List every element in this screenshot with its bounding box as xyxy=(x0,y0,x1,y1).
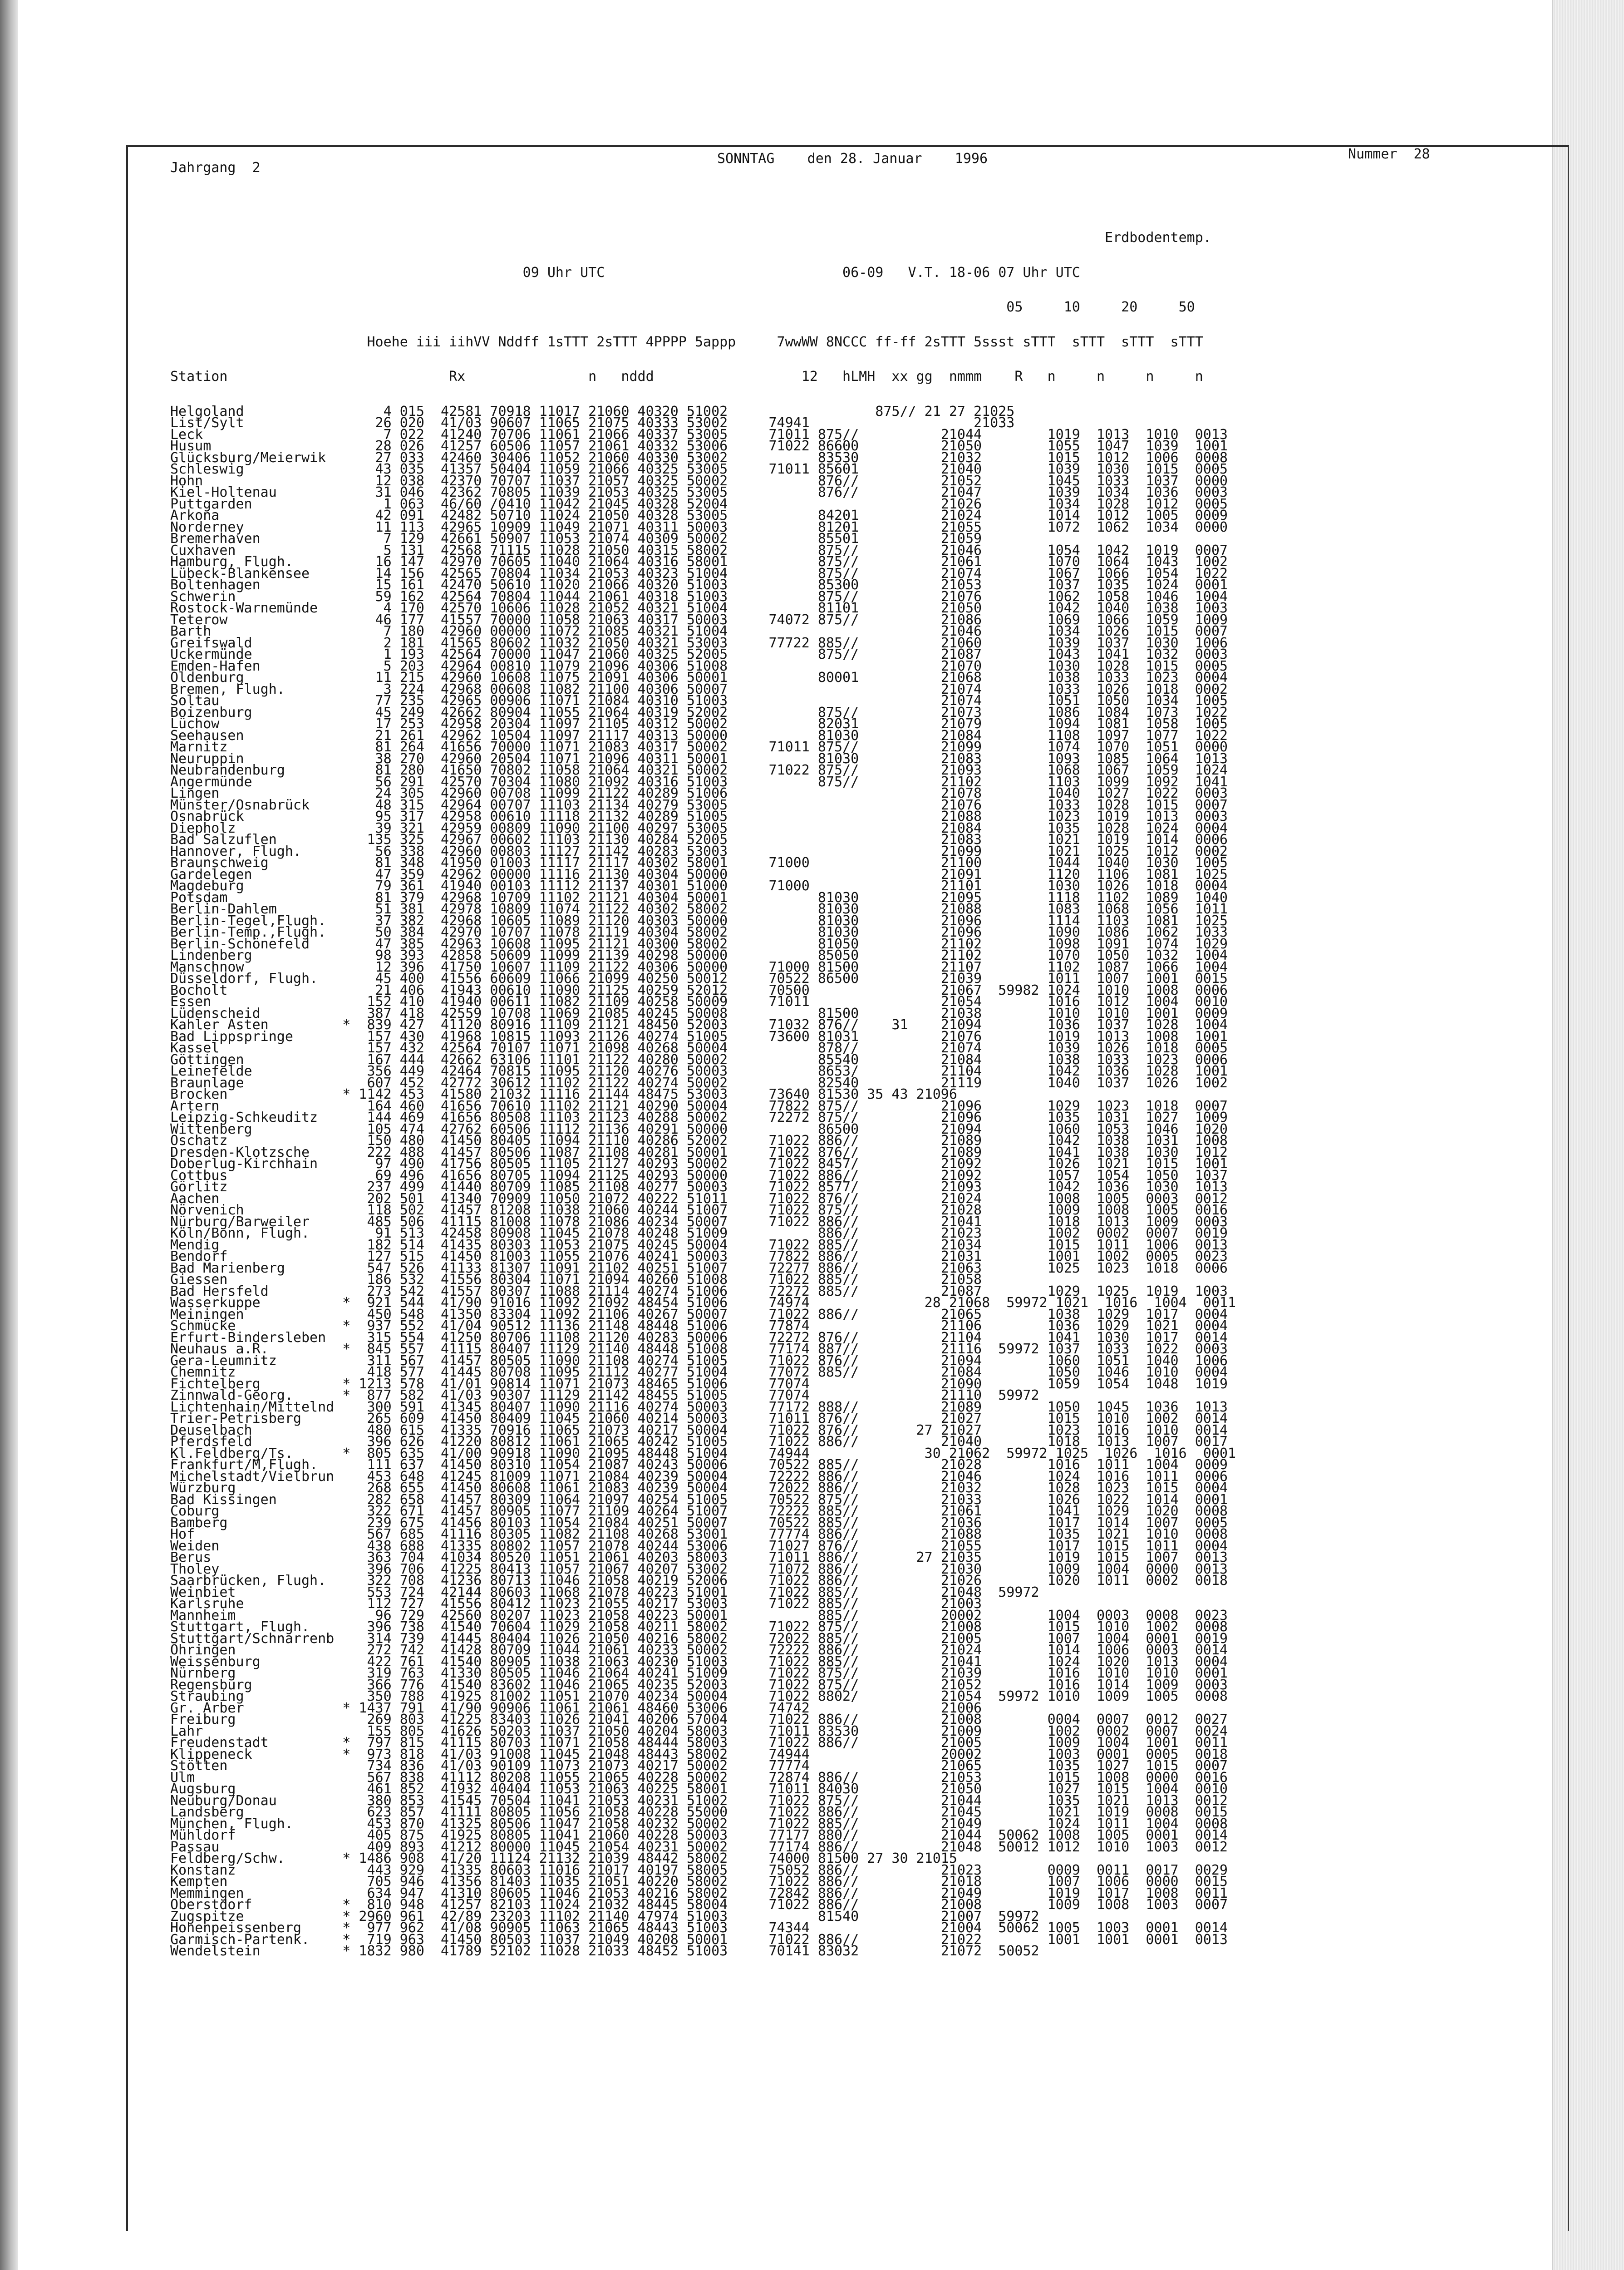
station-name: Dresden-Klotzsche xyxy=(170,1144,351,1160)
station-values: 1486 908 41/20 11124 21132 21039 48442 58002 74000 81500 27 30 21015 xyxy=(350,1851,957,1866)
station-values: 1142 453 41580 21032 11116 21144 48475 53003 73640 81530 35 43 21096 xyxy=(350,1086,957,1102)
station-name: Bremen, Flugh. xyxy=(170,681,351,697)
station-name: Öhringen xyxy=(170,1642,351,1658)
station-values: 3 224 42968 00608 11082 21100 40306 50007 21074 1033 1026 1018 0002 xyxy=(350,681,1228,697)
station-values: 4 170 42570 10606 11028 21052 40321 51004 81101 21050 1042 1040 1038 1003 xyxy=(350,600,1228,616)
station-name: Doberlug-Kirchhain xyxy=(170,1156,351,1172)
station-values: 366 776 41540 83602 11046 21065 40235 52003 71022 875// 21052 1016 1014 1009 0003 xyxy=(350,1677,1228,1693)
station-values: 607 452 42772 30612 11102 21122 40274 50002 82540 21119 1040 1037 1026 1002 xyxy=(350,1075,1228,1091)
station-values: 157 430 41968 10815 11093 21126 40274 51005 73600 81031 21076 1019 1013 1008 1001 xyxy=(350,1028,1228,1045)
station-name: Hannover, Flugh. xyxy=(170,843,351,859)
station-values: 845 557 41115 80407 11129 21140 48448 51008 77174 887// 21116 59972 1037 1033 1022 0003 xyxy=(350,1341,1228,1357)
station-values: 453 870 41325 80506 11047 21058 40232 50002 71022 885// 21049 1024 1011 1004 0008 xyxy=(350,1816,1228,1832)
station-values: 95 317 42958 00610 11118 21132 40289 51005 21088 1023 1019 1013 0003 xyxy=(350,809,1228,824)
station-values: 405 875 41925 80805 11041 21060 40228 50003 77177 880// 21044 50062 1008 1005 0001 0014 xyxy=(350,1827,1228,1843)
station-name: Ulm xyxy=(170,1769,351,1786)
station-name: Freudenstadt * xyxy=(170,1735,351,1751)
station-values: 5 203 42964 00810 11079 21096 40306 51008 21070 1030 1028 1015 0005 xyxy=(350,658,1228,674)
station-name: Köln/Bonn, Flugh. xyxy=(170,1225,351,1241)
station-values: 21 261 42962 10504 11097 21117 40313 50000 81030 21084 1108 1097 1077 1022 xyxy=(350,727,1228,744)
station-values: 155 805 41626 50203 11037 21050 40204 58003 71011 83530 21009 1002 0002 0007 0024 xyxy=(350,1723,1228,1739)
station-values: 21 406 41943 00610 11090 21125 40259 52012 70500 21067 59982 1024 1010 1008 0006 xyxy=(350,982,1228,998)
station-values: 937 552 41/04 90512 11136 21148 48448 51006 77874 21106 1036 1029 1021 0004 xyxy=(350,1318,1228,1334)
station-values: 27 033 42460 30406 11052 21060 40330 53002 83530 21032 1015 1012 1006 0008 xyxy=(350,449,1228,466)
station-values: 164 460 41656 70610 11102 21121 40290 50004 77822 875// 21096 1029 1023 1018 0007 xyxy=(350,1098,1228,1114)
station-values: 135 325 42967 00602 11103 21130 40284 52005 21083 1021 1019 1014 0006 xyxy=(350,832,1228,848)
station-name: Saarbrücken, Flugh. xyxy=(170,1573,351,1589)
station-values: 118 502 41457 81208 11038 21060 40244 51007 71022 875// 21028 1009 1008 1005 0016 xyxy=(350,1202,1228,1218)
station-values: 1213 578 41/01 90814 11071 21073 48465 51006 77074 21090 1059 1054 1048 1019 xyxy=(350,1376,1228,1392)
station-name: Lingen xyxy=(170,785,351,801)
station-values: 805 635 41/00 90918 11090 21095 48448 51004 74944 30 21062 59972 1025 1026 1016 0001 xyxy=(350,1445,1236,1461)
station-values: 734 836 41/03 90109 11073 21073 40217 50002 77774 21065 1035 1027 1015 0007 xyxy=(350,1758,1228,1774)
station-values: 37 382 42968 10605 11089 21120 40303 50000 81030 21096 1114 1103 1081 1025 xyxy=(350,913,1228,929)
station-name: Trier-Petrisberg xyxy=(170,1411,351,1426)
station-name: Lahr xyxy=(170,1723,351,1739)
station-name: Manschnow xyxy=(170,959,351,975)
station-name: Chemnitz xyxy=(170,1364,351,1380)
station-name: Berlin-Tegel,Flugh. xyxy=(170,913,351,929)
station-values: 272 742 41428 80709 11044 21061 40233 50002 72222 886// 21024 1014 1006 0003 0014 xyxy=(350,1642,1228,1658)
station-name: Leipzig-Schkeuditz xyxy=(170,1110,351,1125)
station-values: 39 321 42959 00809 11090 21100 40297 53005 21084 1035 1028 1024 0004 xyxy=(350,820,1228,836)
station-name: Lindenberg xyxy=(170,947,351,963)
station-name: Bocholt xyxy=(170,982,351,998)
station-values: 396 738 41540 70604 11029 21058 40211 58002 71022 875// 21008 1015 1010 1002 0008 xyxy=(350,1619,1228,1635)
station-name: Neubrandenburg xyxy=(170,762,351,778)
station-name: Weinbiet xyxy=(170,1584,351,1600)
column-header-line-4: Hoehe iii iihVV Nddff 1sTTT 2sTTT 4PPPP 5appp 7wwWW 8NCCC ff-ff 2sTTT 5ssst sTTT sTTT sTTT sTTT xyxy=(170,334,1203,350)
station-values: 705 946 41356 81403 11035 21051 40220 58002 71022 886// 21018 1007 1006 0000 0015 xyxy=(350,1874,1228,1890)
station-name: Nürburg/Barweiler xyxy=(170,1214,351,1230)
station-values: 547 526 41133 81307 11091 21102 40251 51007 72277 886// 21063 1025 1023 1018 0006 xyxy=(350,1260,1228,1276)
station-name: Tholey xyxy=(170,1561,351,1577)
station-name: Kempten xyxy=(170,1874,351,1890)
station-values: 91 513 42458 80908 11045 21078 40248 51009 886// 21023 1002 0002 0007 0019 xyxy=(350,1225,1228,1241)
station-name: Oberstdorf * xyxy=(170,1897,351,1913)
station-name: Schmücke * xyxy=(170,1318,351,1334)
station-name: Garmisch-Partenk. * xyxy=(170,1931,351,1948)
station-values: 11 113 42965 10909 11049 21071 40311 50003 81201 21055 1072 1062 1034 0000 xyxy=(350,519,1228,535)
station-values: 1 193 42564 70000 11047 21060 40325 52005 875// 21087 1043 1041 1032 0003 xyxy=(350,646,1228,662)
station-name: Gr. Arber * xyxy=(170,1700,351,1716)
station-name: Mannheim xyxy=(170,1607,351,1624)
station-values: 315 554 41250 80706 11108 21120 40283 50006 72272 876// 21104 1041 1030 1017 0014 xyxy=(350,1329,1228,1346)
station-values: 921 544 41/90 91016 11092 21092 48454 51006 74974 28 21068 59972 1021 1016 1004 0011 xyxy=(350,1295,1236,1311)
station-name: Freiburg xyxy=(170,1712,351,1727)
station-name: Artern xyxy=(170,1098,351,1114)
station-values: 42 091 42482 50710 11024 21050 40328 53005 84201 21024 1014 1012 1005 0009 xyxy=(350,508,1228,523)
station-name: Marnitz xyxy=(170,739,351,755)
station-name: Potsdam xyxy=(170,889,351,906)
station-name: Leck xyxy=(170,426,351,443)
station-name: Oldenburg xyxy=(170,670,351,686)
station-values: 363 704 41034 80520 11051 21061 40203 58003 71011 886// 27 21035 1019 1015 1007 0013 xyxy=(350,1550,1228,1565)
station-values: 144 469 41656 80508 11103 21123 40288 50002 72272 875// 21096 1035 1031 1027 1009 xyxy=(350,1110,1228,1125)
weather-table xyxy=(170,209,1236,1969)
station-name: Pferdsfeld xyxy=(170,1434,351,1450)
column-header-line-3: 05 10 20 50 xyxy=(170,299,1195,315)
station-values: 719 963 41450 80503 11037 21049 40208 50001 71022 886// 21022 1001 1001 0001 0013 xyxy=(350,1931,1228,1948)
station-name: Mendig xyxy=(170,1237,351,1253)
station-name: Bendorf xyxy=(170,1248,351,1264)
station-name: Memmingen xyxy=(170,1885,351,1901)
station-values: 1437 791 41/90 90906 11061 21061 48460 53006 74742 21006 xyxy=(350,1700,982,1716)
station-name: Magdeburg xyxy=(170,878,351,894)
station-values: 265 609 41450 80409 11045 21060 40214 50003 71011 876// 21027 1015 1010 1002 0014 xyxy=(350,1411,1228,1426)
station-name: Berlin-Dahlem xyxy=(170,901,351,917)
station-name: Augsburg xyxy=(170,1781,351,1797)
station-values: 186 532 41556 80304 11071 21094 40260 51008 71022 885// 21058 xyxy=(350,1272,982,1288)
station-name: Rostock-Warnemünde xyxy=(170,600,351,616)
station-name: Giessen xyxy=(170,1272,351,1288)
station-name: Gera-Leumnitz xyxy=(170,1352,351,1369)
station-values: 105 474 42762 60506 11112 21136 40291 50000 86500 21094 1060 1053 1046 1020 xyxy=(350,1121,1228,1137)
station-name: Schleswig xyxy=(170,461,351,477)
station-name: Fichtelberg * xyxy=(170,1376,351,1392)
station-values: 45 400 41556 60609 11066 21099 40250 50012 70522 86500 21039 1011 1007 1001 0015 xyxy=(350,971,1228,987)
station-values: 16 147 42970 70605 11040 21064 40316 58001 875// 21061 1070 1064 1043 1002 xyxy=(350,554,1228,570)
station-values: 12 038 42370 70707 11037 21057 40325 50002 876// 21052 1045 1033 1037 0000 xyxy=(350,473,1228,489)
station-values: 47 359 42962 00000 11116 21130 40304 50000 21091 1120 1106 1081 1025 xyxy=(350,866,1228,883)
station-name: Neuruppin xyxy=(170,750,351,767)
station-name: Konstanz xyxy=(170,1862,351,1878)
station-name: Puttgarden xyxy=(170,496,351,512)
station-values: 623 857 41111 80805 11056 21058 40228 55000 71022 886// 21045 1021 1019 0008 0015 xyxy=(350,1804,1228,1820)
station-values: 239 675 41456 80103 11054 21084 40251 50007 70522 885// 21036 1017 1014 1007 0005 xyxy=(350,1515,1228,1531)
station-values: 269 803 41225 83403 11026 21041 40206 57004 71022 886// 21008 0004 0007 0012 0027 xyxy=(350,1712,1228,1727)
station-values: 797 815 41115 80703 11071 21058 48444 58003 71022 886// 21005 1009 1004 1001 0011 xyxy=(350,1735,1228,1751)
station-values: 11 215 42960 10608 11075 21091 40306 50001 80001 21068 1038 1033 1023 0004 xyxy=(350,670,1228,686)
station-values: 112 727 41556 80412 11023 21055 40217 53003 71022 885// 21003 xyxy=(350,1596,982,1612)
station-name: Karlsruhe xyxy=(170,1596,351,1612)
station-name: Erfurt-Bindersleben xyxy=(170,1329,351,1346)
station-values: 1 063 46/60 /0410 11042 21045 40328 52004 21026 1034 1028 1012 0005 xyxy=(350,496,1228,512)
station-name: Husum xyxy=(170,438,351,454)
station-values: 43 035 41357 50404 11059 21066 40325 53005 71011 85601 21040 1039 1030 1015 0005 xyxy=(350,461,1228,477)
station-values: 5 131 42568 71115 11028 21050 40315 58002 875// 21046 1054 1042 1019 0007 xyxy=(350,542,1228,558)
station-values: 810 948 41257 82103 11024 21032 48445 58004 71022 886// 21008 1009 1008 1003 0007 xyxy=(350,1897,1228,1913)
station-name: Weiden xyxy=(170,1538,351,1554)
station-values: 81 379 42968 10709 11102 21121 40304 50001 81030 21095 1118 1102 1089 1040 xyxy=(350,889,1228,906)
station-name: Cottbus xyxy=(170,1167,351,1184)
station-name: Bamberg xyxy=(170,1515,351,1531)
station-name: Schwerin xyxy=(170,588,351,605)
station-values: 273 542 41557 80307 11088 21114 40274 51006 72272 885// 21087 1029 1025 1019 1003 xyxy=(350,1283,1228,1299)
station-values: 28 026 41257 60506 11057 21061 40332 53006 71022 86600 21050 1055 1047 1039 1001 xyxy=(350,438,1228,454)
station-name: Diepholz xyxy=(170,820,351,836)
station-name: Helgoland xyxy=(170,403,351,419)
station-values: 31 046 42362 70805 11039 21053 40325 53005 876// 21047 1039 1034 1036 0003 xyxy=(350,484,1228,500)
station-values: 485 506 41115 81008 11078 21086 40234 50007 71022 886// 21041 1018 1013 1009 0003 xyxy=(350,1214,1228,1230)
station-name: Wendelstein * xyxy=(170,1943,351,1959)
station-values: 47 385 42963 10608 11095 21121 40300 58002 81050 21102 1098 1091 1074 1029 xyxy=(350,936,1228,952)
station-name: Norderney xyxy=(170,519,351,535)
station-values: 98 393 42858 50609 11099 21139 40298 50000 85050 21102 1070 1050 1032 1004 xyxy=(350,947,1228,963)
issue-number: Nummer 28 xyxy=(1348,146,1430,162)
station-values: 282 658 41457 80309 11064 21097 40254 51005 70522 875// 21033 1026 1022 1014 0001 xyxy=(350,1491,1228,1508)
station-name: Hof xyxy=(170,1526,351,1542)
station-name: Emden-Hafen xyxy=(170,658,351,674)
station-name: Kl.Feldberg/Ts. * xyxy=(170,1445,351,1461)
station-values: 4 015 42581 70918 11017 21060 40320 51002 875// 21 27 21025 xyxy=(350,403,1015,419)
station-name: Braunlage xyxy=(170,1075,351,1091)
station-name: Meiningen xyxy=(170,1306,351,1323)
station-values: 15 161 42470 50610 11020 21066 40320 51003 85300 21053 1037 1035 1024 0001 xyxy=(350,577,1228,593)
station-name: München, Flugh. xyxy=(170,1816,351,1832)
station-name: Hohn xyxy=(170,473,351,489)
station-name: Stötten xyxy=(170,1758,351,1774)
station-name: Bad Salzuflen xyxy=(170,832,351,848)
station-values: 38 270 42960 20504 11071 21096 40311 50001 81030 21083 1093 1085 1064 1013 xyxy=(350,750,1228,767)
station-values: 26 020 41/03 90607 11065 21075 40333 53002 74941 21033 xyxy=(350,415,1015,431)
station-values: 480 615 41335 70916 11065 21073 40217 50004 71022 876// 27 21027 1023 1016 1010 0014 xyxy=(350,1422,1228,1438)
station-values: 1832 980 41789 52102 11028 21033 48452 51003 70141 83032 21072 50052 xyxy=(350,1943,1039,1959)
station-values: 7 129 42661 50907 11053 21074 40309 50002 85501 21059 xyxy=(350,531,982,547)
station-name: Weissenburg xyxy=(170,1653,351,1670)
station-name: Görlitz xyxy=(170,1179,351,1195)
station-values: 877 582 41/03 90307 11129 21142 48455 51005 77074 21110 59972 xyxy=(350,1387,1039,1403)
station-values: 322 671 41457 80905 11077 21109 40264 51007 72222 885// 21061 1041 1029 1020 0008 xyxy=(350,1503,1228,1519)
station-name: Deuselbach xyxy=(170,1422,351,1438)
station-name: Bad Hersfeld xyxy=(170,1283,351,1299)
station-values: 81 264 41656 70000 11071 21083 40317 50002 71011 875// 21099 1074 1070 1051 0000 xyxy=(350,739,1228,755)
station-name: Stuttgart/Schnarrenb xyxy=(170,1630,351,1647)
station-values: 48 315 42964 00707 11103 21134 40279 53005 21076 1033 1028 1015 0007 xyxy=(350,797,1228,813)
station-values: 450 548 41350 83304 11092 21106 40267 50007 71022 886// 21065 1038 1029 1017 0004 xyxy=(350,1306,1228,1323)
station-values: 567 838 41112 80208 11055 21065 40228 50002 72874 886// 21053 1015 1008 0000 0016 xyxy=(350,1769,1228,1786)
station-values: 56 291 42570 70304 11080 21092 40316 51003 875// 21102 1103 1099 1092 1041 xyxy=(350,774,1228,790)
station-values: 553 724 42144 80603 11068 21078 40223 51001 71022 885// 21048 59972 xyxy=(350,1584,1039,1600)
station-values: 182 514 41435 80303 11053 21075 40245 50004 71022 885// 21034 1015 1011 1006 0013 xyxy=(350,1237,1228,1253)
station-name: Wasserkuppe * xyxy=(170,1295,351,1311)
station-name: Essen xyxy=(170,994,351,1010)
dateline: SONNTAG den 28. Januar 1996 xyxy=(717,151,988,167)
station-name: Angermünde xyxy=(170,774,351,790)
station-values: 567 685 41116 80305 11082 21108 40268 53001 77774 886// 21088 1035 1021 1010 0008 xyxy=(350,1526,1228,1542)
station-name: Brocken * xyxy=(170,1086,351,1102)
station-values: 634 947 41310 80605 11046 21053 40216 58002 72842 886// 21049 1019 1017 1008 0011 xyxy=(350,1885,1228,1901)
station-values: 202 501 41340 70909 11050 21072 40222 51011 71022 876// 21024 1008 1005 0003 0012 xyxy=(350,1190,1228,1207)
station-values: 222 488 41457 80506 11087 21108 40281 50001 71022 876// 21089 1041 1038 1030 1012 xyxy=(350,1144,1228,1160)
station-name: Würzburg xyxy=(170,1480,351,1496)
station-name: Feldberg/Schw. * xyxy=(170,1851,351,1866)
station-name: List/Sylt xyxy=(170,415,351,431)
station-values: 167 444 42662 63106 11101 21122 40280 50002 85540 21084 1038 1033 1023 0006 xyxy=(350,1051,1228,1068)
station-name: Regensburg xyxy=(170,1677,351,1693)
station-name: Neuburg/Donau xyxy=(170,1792,351,1809)
station-name: Barth xyxy=(170,623,351,639)
station-values: 51 381 42978 10809 11074 21122 40302 58002 81030 21088 1083 1068 1056 1011 xyxy=(350,901,1228,917)
station-name: Bad Kissingen xyxy=(170,1491,351,1508)
station-name: Oschatz xyxy=(170,1133,351,1149)
station-name: Kiel-Holtenau xyxy=(170,484,351,500)
station-values: 46 177 41557 70000 11058 21063 40317 50003 74072 875// 21086 1069 1066 1059 1009 xyxy=(350,612,1228,628)
station-name: Cuxhaven xyxy=(170,542,351,558)
station-name: Zinnwald-Georg. * xyxy=(170,1387,351,1403)
station-name: Nürnberg xyxy=(170,1665,351,1681)
station-values: 17 253 42958 20304 11097 21105 40312 50002 82031 21079 1094 1081 1058 1005 xyxy=(350,716,1228,732)
station-name: Ückermünde xyxy=(170,646,351,662)
station-values: 438 688 41335 80802 11057 21078 40244 53006 71027 876// 21055 1017 1015 1011 0004 xyxy=(350,1538,1228,1554)
station-name: Stuttgart, Flugh. xyxy=(170,1619,351,1635)
station-values: 977 962 41/08 90905 11063 21065 48443 51003 74344 21004 50062 1005 1003 0001 0014 xyxy=(350,1920,1228,1936)
station-name: Lüdenscheid xyxy=(170,1005,351,1022)
station-values: 839 427 41120 80916 11109 21121 48450 52003 71032 876// 31 21094 1036 1037 1028 1004 xyxy=(350,1017,1228,1033)
station-values: 77 235 42965 00906 11071 21084 40310 51003 21074 1051 1050 1034 1005 xyxy=(350,693,1228,709)
station-name: Greifswald xyxy=(170,635,351,651)
station-values: 24 305 42960 00708 11099 21122 40289 51006 21078 1040 1027 1022 0003 xyxy=(350,785,1228,801)
station-name: Bad Marienberg xyxy=(170,1260,351,1276)
station-values: 356 449 42464 70815 11095 21120 40276 50003 8653/ 21104 1042 1036 1028 1001 xyxy=(350,1063,1228,1079)
station-name: Coburg xyxy=(170,1503,351,1519)
station-name: Wittenberg xyxy=(170,1121,351,1137)
station-values: 443 929 41335 80603 11016 21017 40197 58005 75052 886// 21023 0009 0011 0017 0029 xyxy=(350,1862,1228,1878)
column-header-line-1: Erdbodentemp. xyxy=(170,230,1211,246)
station-values: 96 729 42560 80207 11023 21058 40223 50001 885// 20002 1004 0003 0008 0023 xyxy=(350,1607,1228,1624)
station-name: Neuhaus a.R. * xyxy=(170,1341,351,1357)
station-values: 97 490 41756 80505 11105 21127 40293 50002 71022 8457/ 21092 1026 1021 1015 1001 xyxy=(350,1156,1228,1172)
station-name: Boizenburg xyxy=(170,704,351,720)
station-name: Berlin-Schönefeld xyxy=(170,936,351,952)
station-values: 79 361 41940 00103 11112 21137 40301 51000 71000 21101 1030 1026 1018 0004 xyxy=(350,878,1228,894)
station-name: Mühldorf xyxy=(170,1827,351,1843)
station-name: Straubing xyxy=(170,1688,351,1704)
station-values: 268 655 41450 80608 11061 21083 40239 50004 72022 886// 21032 1028 1023 1015 0004 xyxy=(350,1480,1228,1496)
station-values: 7 180 42960 00000 11072 21085 40321 51004 21046 1034 1026 1015 0007 xyxy=(350,623,1228,639)
station-values: 409 893 41212 80000 11045 21054 40231 50002 77174 886// 21048 50012 1012 1010 1003 0012 xyxy=(350,1839,1228,1855)
station-name: Boltenhagen xyxy=(170,577,351,593)
station-values: 150 480 41450 80405 11094 21110 40286 52002 71022 886// 21089 1042 1038 1031 1008 xyxy=(350,1133,1228,1149)
station-values: 14 156 42565 70804 11034 21053 40323 51004 875// 21074 1067 1066 1054 1022 xyxy=(350,565,1228,582)
station-values: 59 162 42564 70804 11044 21061 40318 51003 875// 21076 1062 1058 1046 1004 xyxy=(350,588,1228,605)
station-name: Bad Lippspringe xyxy=(170,1028,351,1045)
station-values: 422 761 41540 80905 11038 21063 40230 51003 71022 885// 21041 1024 1020 1013 0004 xyxy=(350,1653,1228,1670)
station-name: Münster/Osnabrück xyxy=(170,797,351,813)
station-name: Aachen xyxy=(170,1190,351,1207)
station-values: 81 348 41950 01003 11117 21117 40302 58001 71000 21100 1044 1040 1030 1005 xyxy=(350,855,1228,871)
station-values: 111 637 41450 80310 11054 21087 40243 50006 70522 885// 21028 1016 1011 1004 0009 xyxy=(350,1457,1228,1473)
station-values: 152 410 41940 00611 11082 21109 40258 50009 71011 21054 1016 1012 1004 0010 xyxy=(350,994,1228,1010)
station-values: 322 708 41236 80713 11046 21058 40219 52006 71022 886// 21026 1020 1011 0002 0018 xyxy=(350,1573,1228,1589)
station-values: 2960 961 42/89 23203 11102 21140 47974 51003 81540 21007 59972 xyxy=(350,1908,1039,1925)
column-header-line-2: 09 Uhr UTC 06-09 V.T. 18-06 07 Uhr UTC xyxy=(170,264,1080,281)
station-values: 453 648 41245 81009 11071 21084 40239 50004 72222 886// 21046 1024 1016 1011 0006 xyxy=(350,1468,1228,1485)
station-name: Teterow xyxy=(170,612,351,628)
station-values: 300 591 41345 80407 11090 21116 40274 50003 77172 888// 21089 1050 1045 1036 1013 xyxy=(350,1399,1228,1415)
station-values: 45 249 42662 80904 11055 21064 40319 52002 875// 21073 1086 1084 1073 1022 xyxy=(350,704,1228,720)
station-values: 319 763 41330 80505 11046 21064 40241 51009 71022 875// 21039 1016 1010 1010 0001 xyxy=(350,1665,1228,1681)
station-name: Lichtenhain/Mittelnd xyxy=(170,1399,351,1415)
station-values: 380 853 41545 70504 11041 21053 40231 51002 71022 875// 21044 1035 1021 1013 0012 xyxy=(350,1792,1228,1809)
station-values: 396 626 41220 80812 11061 21065 40242 51005 71022 886// 21040 1018 1013 1007 0017 xyxy=(350,1434,1228,1450)
station-rows xyxy=(170,403,1236,1959)
station-values: 311 567 41457 80505 11090 21108 40274 51005 71022 876// 21094 1060 1051 1040 1006 xyxy=(350,1352,1228,1369)
station-values: 350 788 41925 81002 11051 21070 40234 50004 71022 8802/ 21054 59972 1010 1009 1005 0008 xyxy=(350,1688,1228,1704)
station-values: 973 818 41/03 91008 11045 21048 48443 58002 74944 20002 1003 0001 0005 0018 xyxy=(350,1746,1228,1762)
station-name: Lübeck-Blankensee xyxy=(170,565,351,582)
station-name: Hohenpeissenberg * xyxy=(170,1920,351,1936)
station-name: Zugspitze * xyxy=(170,1908,351,1925)
station-values: 7 022 41240 70706 11061 21066 40337 53005 71011 875// 21044 1019 1013 1010 0013 xyxy=(350,426,1228,443)
station-name: Passau xyxy=(170,1839,351,1855)
station-name: Kassel xyxy=(170,1040,351,1056)
station-name: Hamburg, Flugh. xyxy=(170,554,351,570)
station-name: Berlin-Temp.,Flugh. xyxy=(170,924,351,940)
station-values: 81 280 41650 70802 11058 21064 40321 50002 71022 875// 21093 1068 1067 1059 1024 xyxy=(350,762,1228,778)
station-values: 127 515 41450 81003 11055 21076 40241 50003 77822 886// 21031 1001 1002 0005 0023 xyxy=(350,1248,1228,1264)
station-name: Landsberg xyxy=(170,1804,351,1820)
station-values: 50 384 42970 10707 11078 21119 40304 58002 81030 21096 1090 1086 1062 1033 xyxy=(350,924,1228,940)
station-name: Berus xyxy=(170,1550,351,1565)
station-name: Seehausen xyxy=(170,727,351,744)
station-name: Glücksburg/Meierwik xyxy=(170,449,351,466)
station-values: 387 418 42559 10708 11069 21085 40245 50008 81500 21038 1010 1010 1001 0009 xyxy=(350,1005,1228,1022)
station-name: Frankfurt/M,Flugh. xyxy=(170,1457,351,1473)
station-values: 12 396 41750 10607 11109 21122 40306 50000 71000 81500 21107 1102 1087 1066 1004 xyxy=(350,959,1228,975)
station-values: 237 499 41440 80709 11085 21108 40277 50003 71022 8577/ 21093 1042 1036 1030 1013 xyxy=(350,1179,1228,1195)
station-name: Düsseldorf, Flugh. xyxy=(170,971,351,987)
column-header-line-5: Station Rx n nddd 12 hLMH xx gg nmmm R n n n n xyxy=(170,369,1203,385)
station-name: Leinefelde xyxy=(170,1063,351,1079)
station-name: Bremerhaven xyxy=(170,531,351,547)
station-values: 69 496 41656 80705 11094 21125 40293 50000 71022 886// 21092 1057 1054 1050 1037 xyxy=(350,1167,1228,1184)
station-name: Braunschweig xyxy=(170,855,351,871)
station-values: 56 338 42960 00803 11127 21142 40283 53003 21099 1021 1025 1012 0002 xyxy=(350,843,1228,859)
station-name: Gardelegen xyxy=(170,866,351,883)
station-name: Göttingen xyxy=(170,1051,351,1068)
station-name: Lüchow xyxy=(170,716,351,732)
station-name: Osnabrück xyxy=(170,809,351,824)
station-name: Klippeneck * xyxy=(170,1746,351,1762)
book-binding-shadow xyxy=(0,0,18,2270)
station-name: Soltau xyxy=(170,693,351,709)
station-name: Nörvenich xyxy=(170,1202,351,1218)
volume-label: Jahrgang 2 xyxy=(170,160,261,176)
station-name: Michelstadt/Vielbrun xyxy=(170,1468,351,1485)
station-values: 396 706 41225 80413 11057 21067 40207 53002 71072 886// 21030 1009 1004 0000 0013 xyxy=(350,1561,1228,1577)
station-values: 418 577 41445 80708 11095 21112 40277 51004 77072 885// 21084 1050 1046 1010 0004 xyxy=(350,1364,1228,1380)
station-name: Arkona xyxy=(170,508,351,523)
station-name: Kahler Asten * xyxy=(170,1017,351,1033)
station-values: 157 432 42564 70107 11071 21098 40268 50004 878// 21074 1039 1026 1018 0005 xyxy=(350,1040,1228,1056)
station-values: 314 739 41445 80404 11026 21050 40216 58002 72022 885// 21005 1007 1004 0001 0019 xyxy=(350,1630,1228,1647)
station-values: 461 852 41932 40404 11053 21063 40225 58001 71011 84030 21050 1027 1015 1004 0010 xyxy=(350,1781,1228,1797)
station-values: 2 181 41565 80602 11032 21050 40321 53003 77722 885// 21060 1039 1037 1030 1006 xyxy=(350,635,1228,651)
